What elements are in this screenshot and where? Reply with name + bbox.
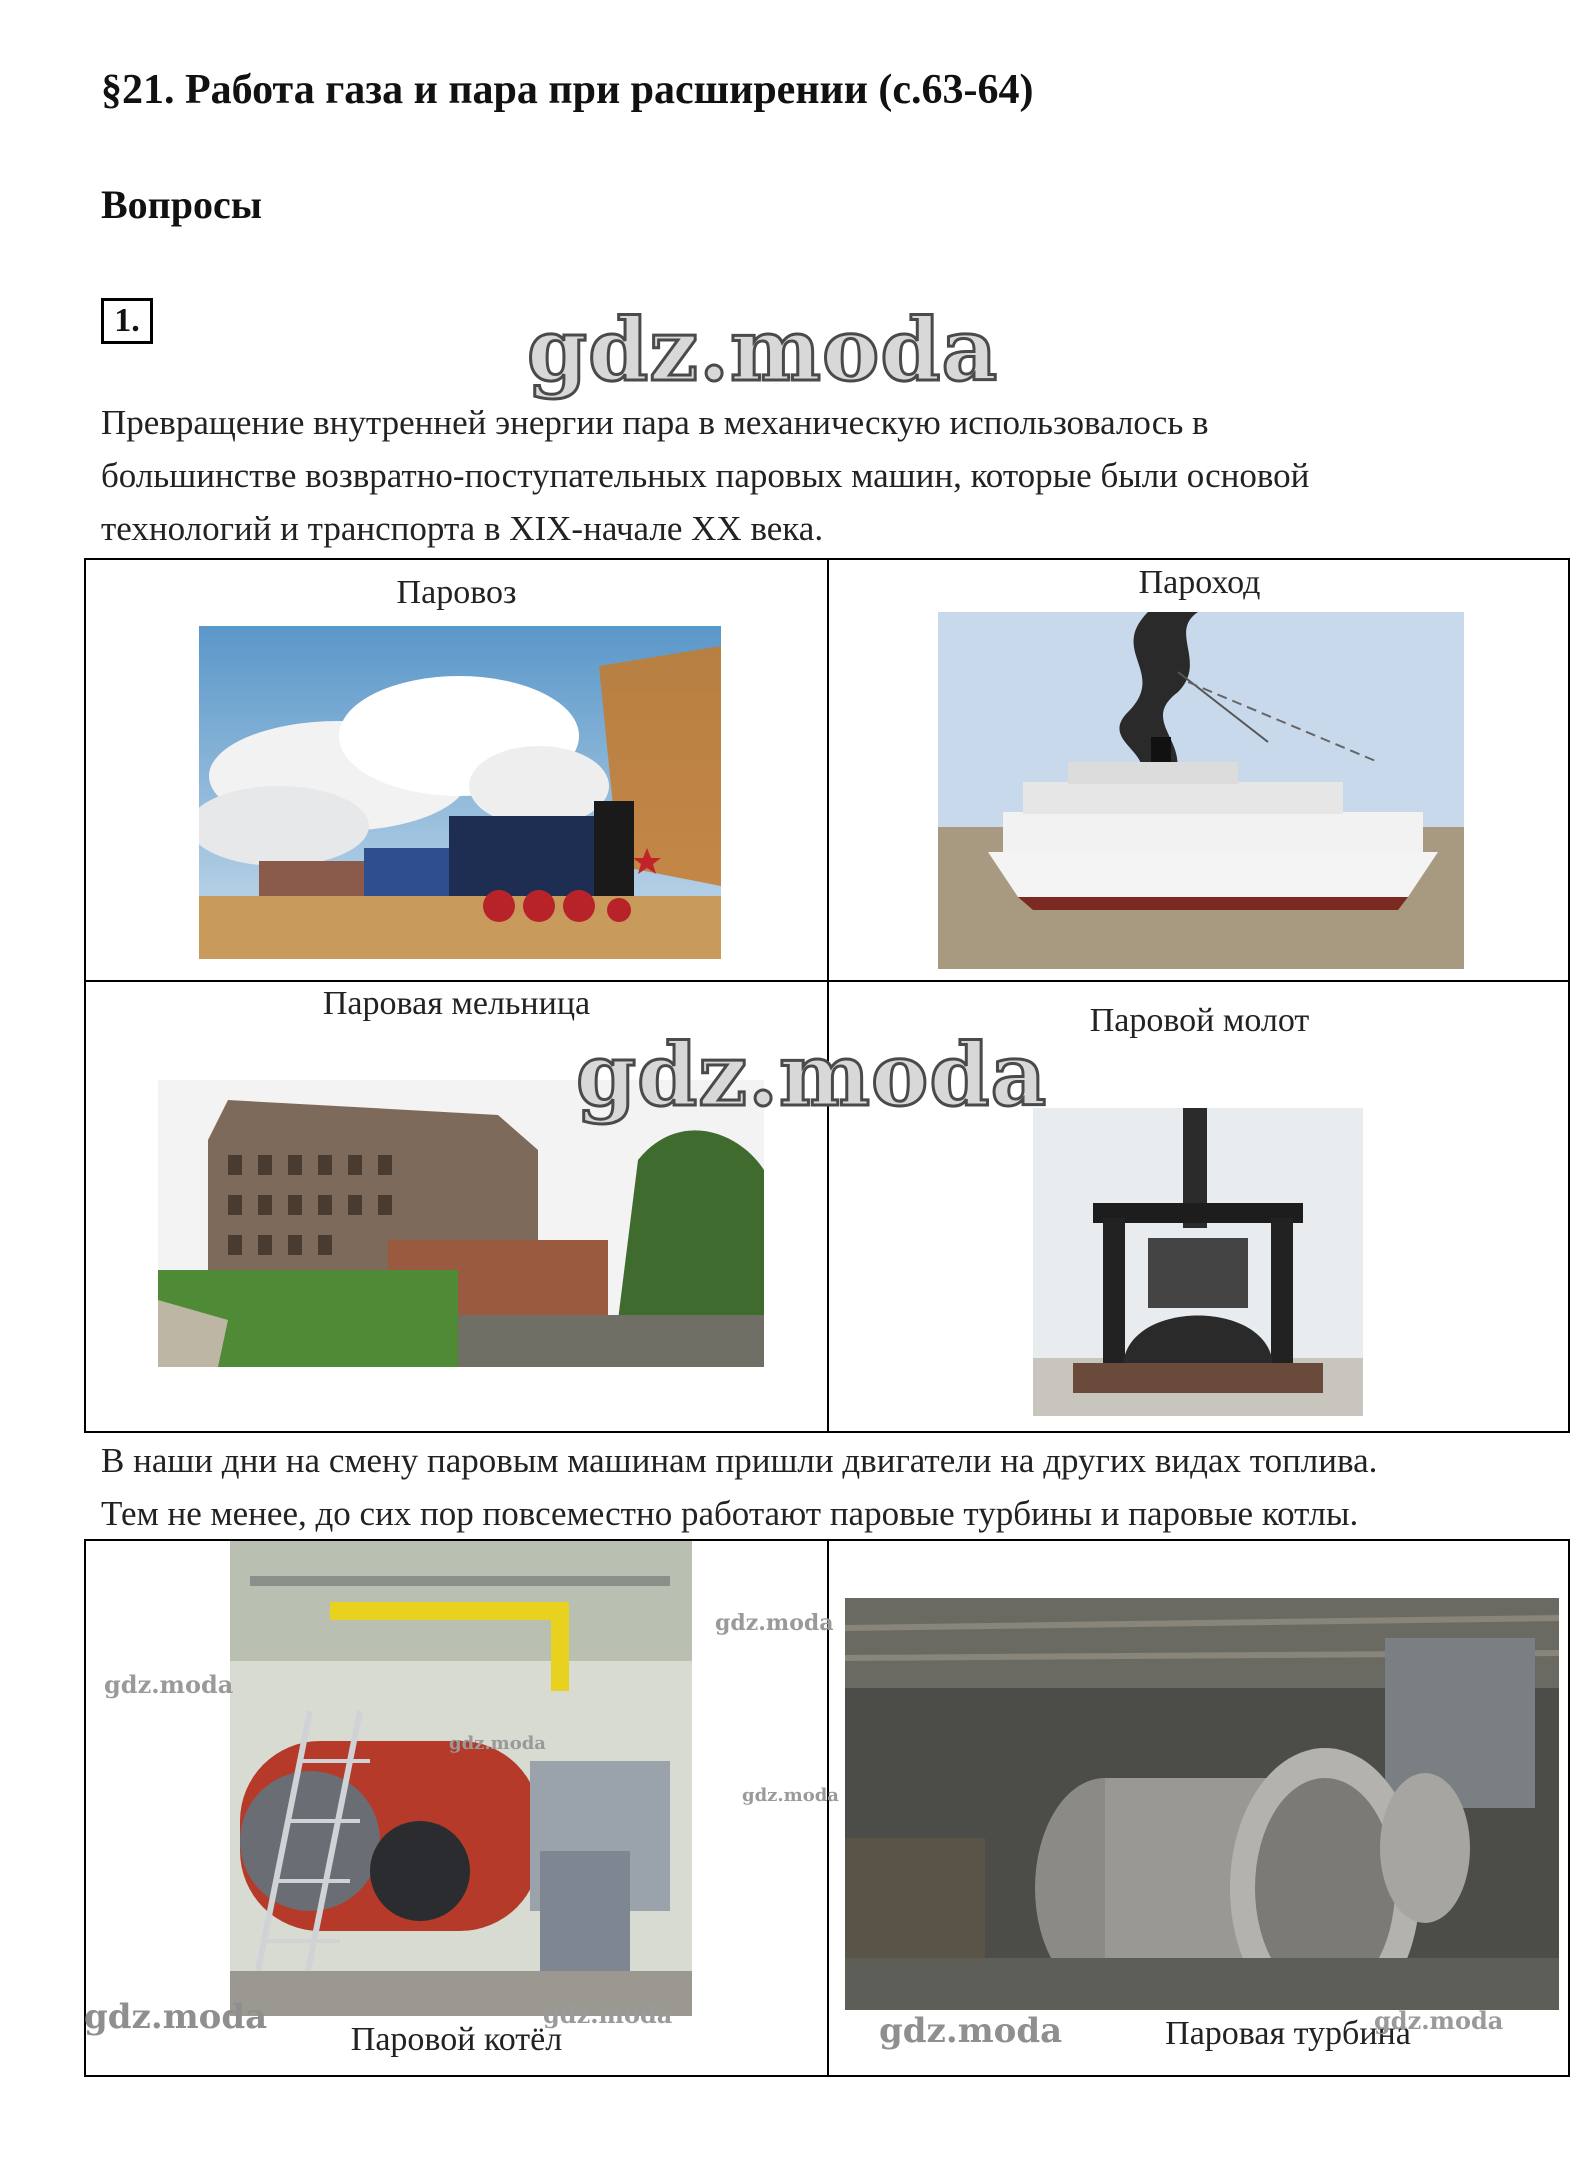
page-title: §21. Работа газа и пара при расширении (с.63-64): [101, 67, 1034, 113]
watermark: gdz.moda: [527, 300, 999, 401]
paragraph-line: большинстве возвратно-поступательных паровых машин, которые были основой: [101, 456, 1310, 495]
caption-mill: Паровая мельница: [322, 985, 591, 1022]
caption-locomotive: Паровоз: [396, 574, 517, 611]
caption-turbine: Паровая турбина: [1165, 2015, 1411, 2052]
steamship-photo: [938, 612, 1464, 969]
watermark: gdz.moda: [104, 1670, 234, 1699]
caption-boiler: Паровой котёл: [350, 2021, 563, 2058]
watermark: gdz.moda: [576, 1025, 1048, 1126]
steam-locomotive-photo: [199, 626, 721, 959]
watermark: gdz.moda: [742, 1785, 839, 1806]
intro-paragraph: [101, 396, 1309, 555]
watermark: gdz.moda: [715, 1610, 834, 1636]
section-heading: Вопросы: [101, 182, 262, 227]
watermark: gdz.moda: [1374, 2006, 1504, 2035]
watermark: gdz.moda: [84, 1997, 268, 2037]
paragraph-line: Превращение внутренней энергии пара в механическую использовалось в: [101, 403, 1209, 442]
steam-boiler-photo: [230, 1541, 692, 2016]
paragraph-line: Тем не менее, до сих пор повсеместно работают паровые турбины и паровые котлы.: [101, 1494, 1359, 1533]
watermark: gdz.moda: [449, 1733, 546, 1754]
caption-hammer: Паровой молот: [1089, 1002, 1310, 1039]
watermark: gdz.moda: [879, 2011, 1063, 2051]
modern-paragraph: [101, 1434, 1377, 1540]
steam-turbine-photo: [845, 1598, 1559, 2010]
steam-machines-table: [84, 558, 1570, 1433]
question-number: 1.: [101, 298, 153, 344]
watermark: gdz.moda: [543, 2000, 673, 2029]
paragraph-line: технологий и транспорта в XIX-начале XX века.: [101, 509, 824, 548]
paragraph-line: В наши дни на смену паровым машинам пришли двигатели на других видах топлива.: [101, 1441, 1378, 1480]
steam-hammer-photo: [1033, 1108, 1363, 1416]
caption-steamship: Пароход: [1138, 564, 1261, 601]
